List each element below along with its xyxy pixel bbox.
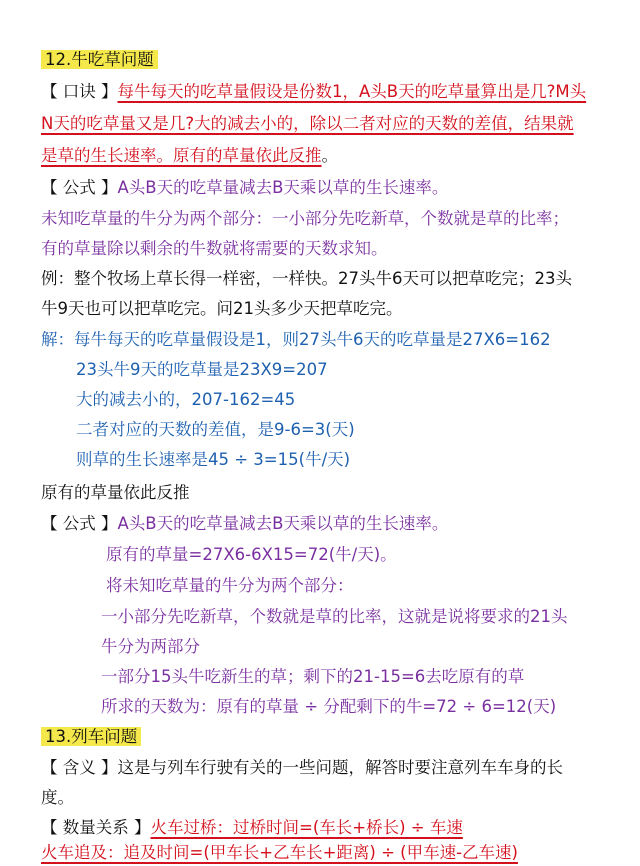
mnemonic-tag: 【 口诀 】 — [41, 82, 118, 101]
meaning-line-1 — [41, 755, 563, 781]
meaning-line-2: 度。 — [41, 788, 74, 807]
mnemonic-text-1: 每牛每天的吃草量假设是份数1，A头B天的吃草量算出是几?M头 — [117, 82, 587, 101]
formula-2-tag: 【 公式 】 — [41, 514, 118, 533]
section-13-title: 13.列车问题 — [41, 727, 141, 746]
calc-line-6: 所求的天数为：原有的草量 ÷ 分配剩下的牛=72 ÷ 6=12(天) — [101, 697, 557, 716]
mnemonic-line-2 — [41, 111, 574, 137]
mnemonic-text-3: 是草的生长速率。原有的草量依此反推 — [41, 146, 322, 165]
formula-text: A头B天的吃草量减去B天乘以草的生长速率。 — [117, 178, 449, 197]
section-12-title-row — [41, 47, 158, 73]
calc-line-5: 一部分15头牛吃新生的草；剩下的21-15=6去吃原有的草 — [101, 667, 525, 686]
relation-line — [41, 815, 463, 841]
calc-line-4: 牛分为两部分 — [101, 637, 200, 656]
formula-line — [41, 175, 448, 201]
solution-line-3: 大的减去小的，207-162=45 — [76, 390, 296, 409]
solution-line-4: 二者对应的天数的差值，是9-6=3(天) — [76, 420, 355, 439]
formula-2-text: A头B天的吃草量减去B天乘以草的生长速率。 — [117, 514, 449, 533]
example-line-1: 例：整个牧场上草长得一样密，一样快。27头牛6天可以把草吃完；23头 — [41, 269, 572, 288]
section-12-title: 12.牛吃草问题 — [41, 50, 158, 69]
calc-line-3: 一小部分先吃新草，个数就是草的比率，这就是说将要求的21头 — [101, 607, 568, 626]
solution-line-1: 解：每牛每天的吃草量假设是1，则27头牛6天的吃草量是27X6=162 — [41, 330, 551, 349]
mnemonic-text-2: N天的吃草量又是几?大的减去小的，除以二者对应的天数的差值，结果就 — [41, 114, 574, 133]
calc-line-2: 将未知吃草量的牛分为两个部分： — [106, 576, 354, 595]
chase-line: 火车追及：追及时间=(甲车长+乙车长+距离) ÷ (甲车速-乙车速) — [41, 843, 518, 862]
formula-tag: 【 公式 】 — [41, 178, 118, 197]
note-line-2: 有的草量除以剩余的牛数就将需要的天数求知。 — [41, 239, 388, 258]
mnemonic-line-1 — [41, 79, 586, 105]
relation-text: 火车过桥：过桥时间=(车长+桥长) ÷ 车速 — [150, 818, 463, 837]
meaning-tag: 【 含义 】 — [41, 758, 118, 777]
relation-tag: 【 数量关系 】 — [41, 818, 151, 837]
solution-line-5: 则草的生长速率是45 ÷ 3=15(牛/天) — [76, 450, 351, 469]
solution-line-2: 23头牛9天的吃草量是23X9=207 — [76, 360, 328, 379]
section-13-title-row — [41, 724, 141, 750]
example-line-2: 牛9天也可以把草吃完。问21头多少天把草吃完。 — [41, 299, 403, 318]
reverse-line: 原有的草量依此反推 — [41, 483, 190, 502]
mnemonic-text-3-end: 。 — [321, 146, 338, 165]
note-line-1: 未知吃草量的牛分为两个部分：一小部分先吃新草，个数就是草的比率； — [41, 209, 569, 228]
meaning-text-1: 这是与列车行驶有关的一些问题，解答时要注意列车车身的长 — [117, 758, 563, 777]
calc-line-1: 原有的草量=27X6-6X15=72(牛/天)。 — [106, 545, 397, 564]
mnemonic-line-3 — [41, 143, 338, 169]
formula-2-line — [41, 511, 448, 537]
